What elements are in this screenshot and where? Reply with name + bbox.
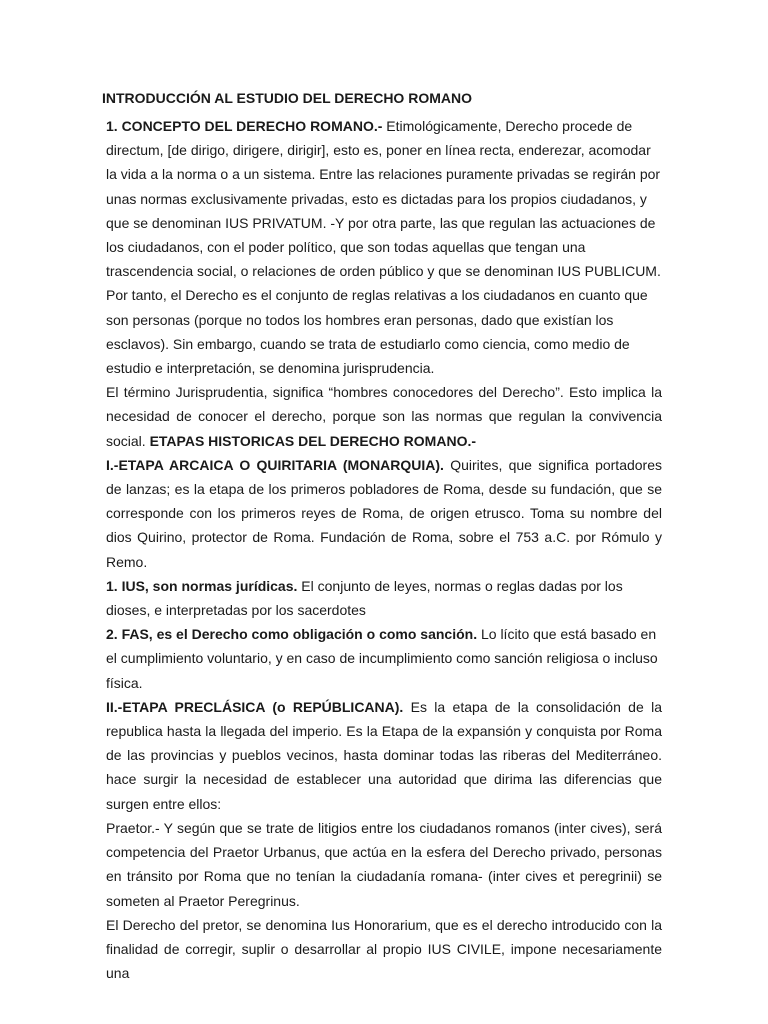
paragraph-fas [106,622,662,695]
text-praetor: Praetor.- Y según que se trate de litigios entre los ciudadanos romanos (inter cives), será competencia del Praetor Urbanus, que actúa en la esfera del Derecho privado, personas en tránsito por Roma que no tenían la ciudadanía romana- (inter cives et peregrinii) se someten al Praetor Peregrinus. [106,819,662,909]
text-ius: El conjunto de leyes, normas o reglas dadas por los dioses, e interpretadas por los sacerdotes [106,577,623,619]
text-derecho-pretor: El Derecho del pretor, se denomina Ius Honorarium, que es el derecho introducido con la finalidad de corregir, suplir o desarrollar al propio IUS CIVILE, impone necesariamente una [106,916,662,982]
heading-etapas: ETAPAS HISTORICAS DEL DERECHO ROMANO.- [149,432,477,449]
heading-etapa-arcaica: I.-ETAPA ARCAICA O QUIRITARIA (MONARQUIA). [106,456,444,473]
text-concepto: Etimológicamente, Derecho procede de directum, [de dirigo, dirigere, dirigir], esto es, poner en línea recta, enderezar, acomodar la vida a la norma o a un sistema. Entre las relaciones puramente privadas se regirán por unas normas exclusivamente privadas, esto es dictadas para los propios ciudadanos, y que se denominan IUS PRIVATUM. -Y por otra parte, las que regulan las actuaciones de los ciudadanos, con el poder político, que son todas aquellas que tengan una trascendencia social, o relaciones de orden público y que se denominan IUS PUBLICUM. Por tanto, el Derecho es el conjunto de reglas relativas a los ciudadanos en cuanto que son personas (porque no todos los hombres eran personas, dado que existían los esclavos). Sin embargo, cuando se trata de estudiarlo como ciencia, como medio de estudio e interpretación, se denomina jurisprudencia. [106,118,661,377]
heading-etapa-preclasica: II.-ETAPA PRECLÁSICA (o REPÚBLICANA). [106,698,404,715]
text-etapa-arcaica: Quirites, que significa portadores de lanzas; es la etapa de los primeros pobladores de Roma, desde su fundación, que se corresponde con los primeros reyes de Roma, de origen etrusco. Toma su nombre del dios Quirino, protector de Roma. Fundación de Roma, sobre el 753 a.C. por Rómulo y Remo. [106,456,662,570]
paragraph-praetor [106,816,662,913]
heading-ius: 1. IUS, son normas jurídicas. [106,577,298,594]
paragraph-etapa-arcaica [106,453,662,574]
paragraph-concepto [106,114,662,380]
paragraph-etapa-preclasica [106,695,662,816]
paragraph-derecho-pretor [106,913,662,986]
document-title: INTRODUCCIÓN AL ESTUDIO DEL DERECHO ROMANO [102,90,472,106]
document-body [106,114,662,985]
paragraph-ius [106,574,662,622]
heading-fas: 2. FAS, es el Derecho como obligación o como sanción. [106,626,478,643]
text-etapa-preclasica: Es la etapa de la consolidación de la republica hasta la llegada del imperio. Es la Etapa de la expansión y conquista por Roma de las provincias y pueblos vecinos, hasta dominar todas las riberas del Mediterráneo. hace surgir la necesidad de establecer una autoridad que dirima las diferencias que surgen entre ellos: [106,698,662,812]
paragraph-jurisprudentia [106,380,662,453]
heading-concepto: 1. CONCEPTO DEL DERECHO ROMANO.- [106,118,383,134]
text-jurisprudentia: El término Jurisprudentia, significa “hombres conocedores del Derecho”. Esto implica la necesidad de conocer el derecho, porque son las normas que regulan la convivencia social. [106,384,662,449]
text-fas: Lo lícito que está basado en el cumplimiento voluntario, y en caso de incumplimiento como sanción religiosa o incluso física. [106,626,658,691]
